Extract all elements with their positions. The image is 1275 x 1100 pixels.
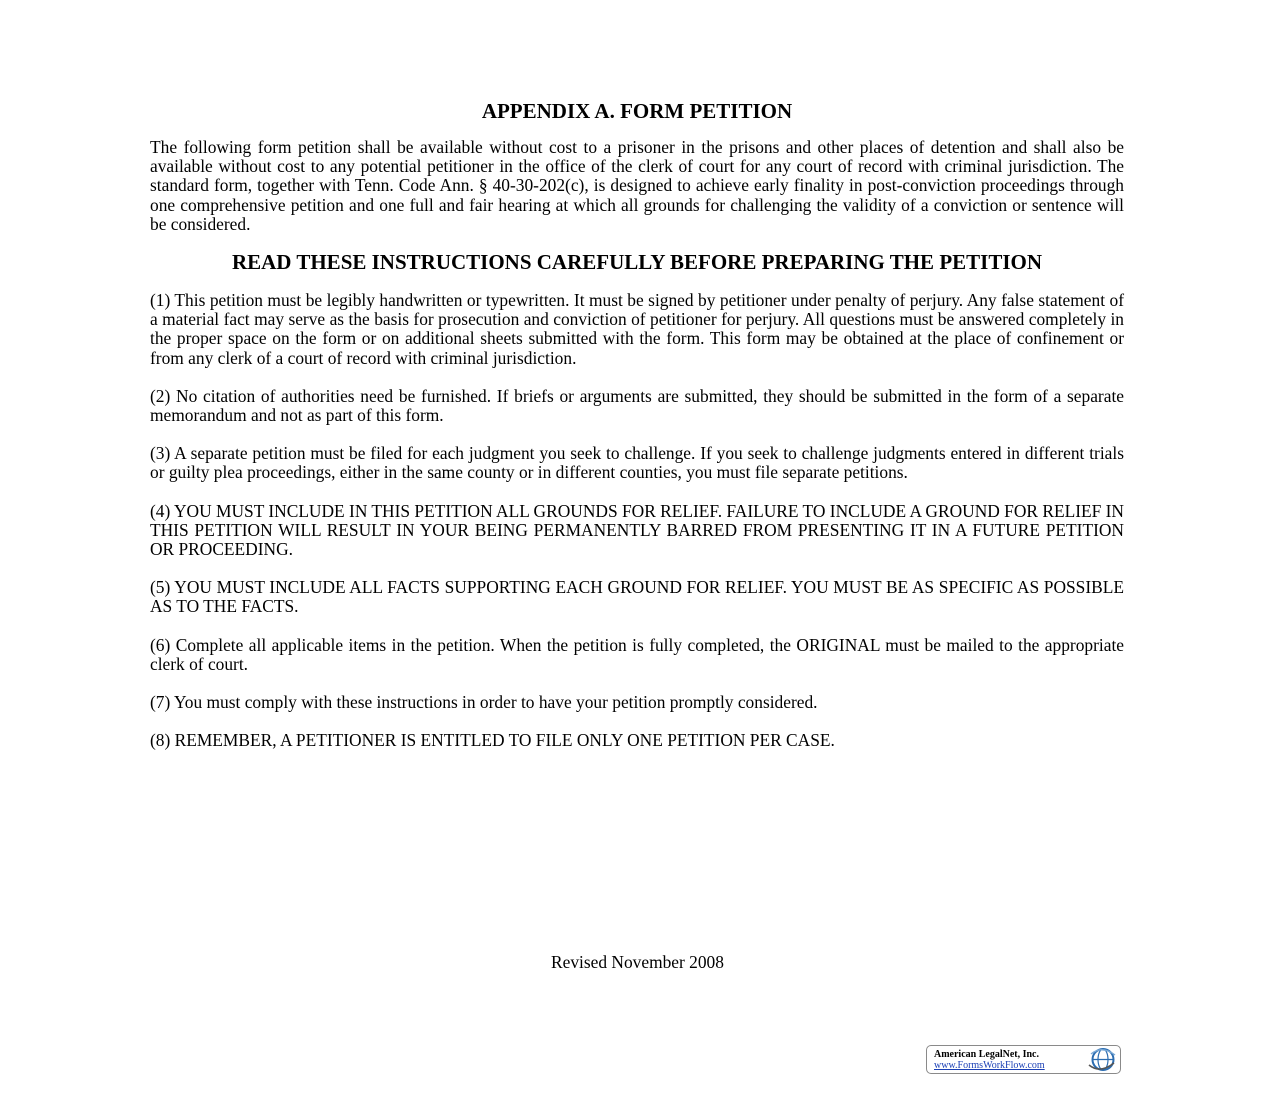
instruction-2: (2) No citation of authorities need be furnished. If briefs or arguments are submitted, they should be submitted in the form of a separate memorandum and not as part of this form. <box>150 385 1124 426</box>
instruction-6: (6) Complete all applicable items in the petition. When the petition is fully completed, the ORIGINAL must be mailed to the appropriate clerk of court. <box>150 634 1124 674</box>
intro-paragraph: The following form petition shall be available without cost to a prisoner in the prisons and other places of detention and shall also be available without cost to any potential petitioner in the office of the clerk of court for any court of record with criminal jurisdiction. The standard form, together with Tenn. Code Ann. § 40-30-202(c), is designed to achieve early finality in post-conviction proceedings through one comprehensive petition and one full and fair hearing at which all grounds for challenging the validity of a conviction or sentence will be considered. <box>150 137 1124 234</box>
document-page <box>150 98 1124 769</box>
instruction-5: (5) YOU MUST INCLUDE ALL FACTS SUPPORTING EACH GROUND FOR RELIEF. YOU MUST BE AS SPECIFIC AS POSSIBLE AS TO THE FACTS. <box>150 577 1124 617</box>
instruction-4: (4) YOU MUST INCLUDE IN THIS PETITION ALL GROUNDS FOR RELIEF. FAILURE TO INCLUDE A GROUND FOR RELIEF IN THIS PETITION WILL RESULT IN YOUR BEING PERMANENTLY BARRED FROM PRESENTING IT IN A FUTURE PETITION OR PROCEEDING. <box>150 500 1124 560</box>
logo-url-link[interactable]: www.FormsWorkFlow.com <box>934 1060 1045 1071</box>
instruction-7: (7) You must comply with these instructions in order to have your petition promptly considered. <box>150 692 818 713</box>
instruction-3: (3) A separate petition must be filed for each judgment you seek to challenge. If you seek to challenge judgments entered in different trials or guilty plea proceedings, either in the same county or in different counties, you must file separate petitions. <box>150 443 1124 483</box>
page-title: APPENDIX A. FORM PETITION <box>481 99 793 123</box>
revision-date: Revised November 2008 <box>551 952 724 972</box>
instruction-8: (8) REMEMBER, A PETITIONER IS ENTITLED TO FILE ONLY ONE PETITION PER CASE. <box>150 730 835 751</box>
instruction-1: (1) This petition must be legibly handwritten or typewritten. It must be signed by petitioner under penalty of perjury. Any false statement of a material fact may serve as the basis for prosecution and conviction of petitioner for perjury. All questions must be answered completely in the proper space on the form or on additional sheets submitted with the form. This form may be obtained at the place of confinement or from any clerk of a court of record with criminal jurisdiction. <box>150 290 1124 368</box>
instructions-heading: READ THESE INSTRUCTIONS CAREFULLY BEFORE PREPARING THE PETITION <box>231 250 1043 275</box>
logo-company-name: American LegalNet, Inc. <box>934 1049 1039 1060</box>
globe-logo-icon <box>1083 1047 1117 1072</box>
footer-logo[interactable] <box>926 1045 1121 1074</box>
